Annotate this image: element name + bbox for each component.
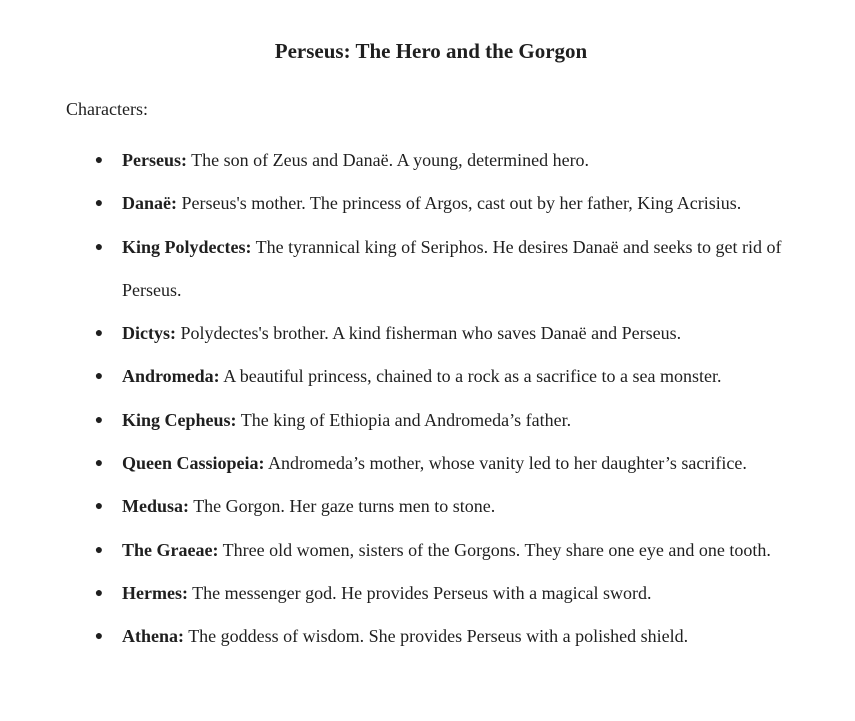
list-item <box>0 529 802 572</box>
character-description: Perseus's mother. The princess of Argos, cast out by her father, King Acrisius. <box>181 193 742 214</box>
bullet-icon: ● <box>94 629 104 645</box>
list-item <box>0 572 802 615</box>
character-description: Three old women, sisters of the Gorgons. They share one eye and one tooth. <box>222 539 771 560</box>
list-item <box>0 139 802 182</box>
list-item <box>0 182 802 225</box>
bullet-icon: ● <box>94 196 104 212</box>
character-description: The king of Ethiopia and Andromeda’s father. <box>240 409 572 430</box>
character-description: The son of Zeus and Danaë. A young, determined hero. <box>191 150 590 170</box>
character-description: Andromeda’s mother, whose vanity led to her daughter’s sacrifice. <box>268 453 747 474</box>
character-description: Polydectes's brother. A kind fisherman who saves Danaë and Perseus. <box>180 323 682 344</box>
bullet-icon: ● <box>94 326 104 342</box>
bullet-icon: ● <box>94 239 104 255</box>
character-name: The Graeae: <box>122 539 219 560</box>
character-description: The tyrannical king of Seriphos. He desires Danaë and seeks to get rid of Perseus. <box>122 236 782 300</box>
list-item <box>0 442 802 485</box>
list-item <box>0 399 802 442</box>
character-name: Queen Cassiopeia: <box>122 453 265 474</box>
list-item <box>0 615 802 658</box>
bullet-icon: ● <box>94 585 104 601</box>
bullet-icon: ● <box>94 456 104 472</box>
list-item <box>0 312 802 355</box>
bullet-icon: ● <box>94 369 104 385</box>
character-name: Medusa: <box>122 496 189 517</box>
list-item <box>0 226 802 313</box>
bullet-icon: ● <box>94 499 104 515</box>
character-name: Athena: <box>122 626 184 647</box>
document-title: Perseus: The Hero and the Gorgon <box>274 39 588 63</box>
character-description: The goddess of wisdom. She provides Perseus with a polished shield. <box>188 626 689 647</box>
bullet-icon: ● <box>94 153 104 168</box>
list-item <box>0 355 802 398</box>
character-name: King Polydectes: <box>122 236 252 257</box>
character-description: A beautiful princess, chained to a rock as a sacrifice to a sea monster. <box>223 366 722 387</box>
section-label: Characters: <box>66 99 148 119</box>
bullet-icon: ● <box>94 412 104 428</box>
character-name: Andromeda: <box>122 366 220 387</box>
character-name: Dictys: <box>122 323 176 344</box>
bullet-icon: ● <box>94 542 104 558</box>
character-description: The Gorgon. Her gaze turns men to stone. <box>193 496 496 517</box>
character-name: King Cepheus: <box>122 409 237 430</box>
character-name: Perseus: <box>122 150 187 170</box>
list-item <box>0 485 802 528</box>
character-name: Hermes: <box>122 582 188 603</box>
character-name: Danaë: <box>122 193 177 214</box>
character-list <box>0 139 855 659</box>
character-description: The messenger god. He provides Perseus with a magical sword. <box>192 582 652 603</box>
